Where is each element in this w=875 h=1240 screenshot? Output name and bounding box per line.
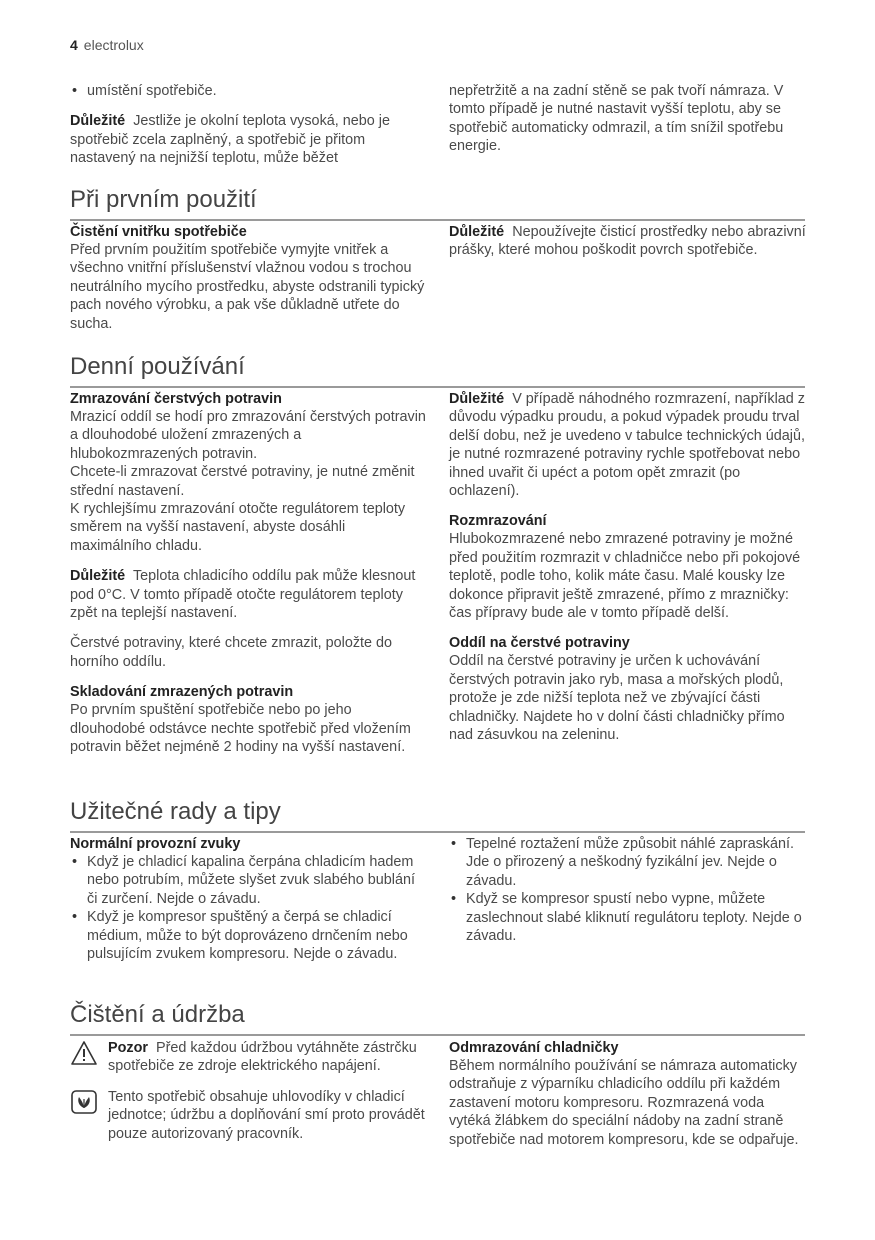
- daily-important: Důležité Teplota chladicího oddílu pak může klesnout pod 0°C. V tomto případě otočte regulátorem teploty zpět na teplejší nastavení.: [70, 568, 416, 622]
- page-header: [70, 37, 144, 53]
- cleaning-title: Čistění vnitřku spotřebiče: [70, 224, 247, 240]
- care-left: [70, 1039, 427, 1143]
- daily-right-important: Důležité V případě náhodného rozmrazení, například z důvodu výpadku proudu, a pokud výpadek proudu trval delší dobu, než je uvedeno v tabulce technických údajů, je nutné rozmrazené potraviny rychle spotřebovat nebo ihned uvařit či upéct a potom opět zmrazit (po ochlazení).: [449, 391, 806, 500]
- section-rule: [70, 831, 805, 833]
- caution-block: [70, 1039, 427, 1076]
- storage-text: Po prvním spuštění spotřebiče nebo po jeho dlouhodobé odstávce nechte spotřebič před vložením potravin běžet nejméně 2 hodiny na vyšší nastavení.: [70, 702, 411, 756]
- section-title-care: Čištění a údržba: [70, 1001, 245, 1028]
- tips-right: [449, 835, 806, 945]
- care-right: [449, 1039, 806, 1149]
- section-rule: [70, 386, 805, 388]
- section-rule: [70, 219, 805, 221]
- page-number: 4: [70, 37, 78, 53]
- first-use-important: Důležité Nepoužívejte čisticí prostředky nebo abrazivní prášky, které mohou poškodit povrch spotřebiče.: [449, 224, 806, 259]
- environment-block: [70, 1088, 427, 1143]
- environment-text: Tento spotřebič obsahuje uhlovodíky v chladicí jednotce; údržbu a doplňování smí proto provádět pouze autorizovaný pracovník.: [108, 1088, 425, 1142]
- sounds-title: Normální provozní zvuky: [70, 836, 241, 852]
- section-title-first-use: Při prvním použití: [70, 186, 257, 213]
- thaw-text: Hlubokozmrazené nebo zmrazené potraviny je možné před použitím rozmrazit v chladničce nebo při pokojové teplotě, podle toho, kolik máte času. Malé kousky lze dokonce připravit ještě zmrazené, přímo z mrazničky: čas přípravy bude ale v tomto případě delší.: [449, 531, 801, 622]
- storage-title: Skladování zmrazených potravin: [70, 684, 294, 701]
- caution-text: Pozor Před každou údržbou vytáhněte zástrčku spotřebiče ze zdroje elektrického napájení.: [108, 1040, 417, 1075]
- list-item: • Když je chladicí kapalina čerpána chladicím hadem nebo potrubím, můžete slyšet zvuk slabého bublání či zurčení. Nejde o závadu.: [70, 853, 427, 908]
- section-rule: [70, 1034, 805, 1036]
- first-use-right: [449, 223, 806, 260]
- section-title-tips: Užitečné rady a tipy: [70, 798, 281, 825]
- intro-right-text: nepřetržitě a na zadní stěně se pak tvoří námraza. V tomto případě je nutné nastavit vyšší teplotu, aby se spotřebič automaticky odmrazil, a tím snížil spotřebu energie.: [449, 83, 784, 155]
- freezing-title: Zmrazování čerstvých potravin: [70, 391, 282, 407]
- freezing-p1: Mrazicí oddíl se hodí pro zmrazování čerstvých potravin a dlouhodobé uložení zmrazených a hlubokozmrazených potravin.: [70, 409, 426, 462]
- freezing-p2: Chcete-li zmrazovat čerstvé potraviny, je nutné změnit střední nastavení.: [70, 464, 415, 499]
- intro-right: [449, 82, 806, 156]
- fresh-note: Čerstvé potraviny, které chcete zmrazit, položte do horního oddílu.: [70, 635, 393, 670]
- daily-use-left: [70, 390, 427, 757]
- list-item: • Když se kompresor spustí nebo vypne, můžete zaslechnout slabé kliknutí regulátoru teploty. Nejde o závadu.: [449, 890, 806, 945]
- environment-icon: [70, 1089, 98, 1115]
- list-item: • Tepelné roztažení může způsobit náhlé zapraskání. Jde o přirozený a neškodný fyzikální jev. Nejde o závadu.: [449, 835, 806, 890]
- freezing-p3: K rychlejšímu zmrazování otočte regulátorem teploty směrem na vyšší nastavení, abyste dosáhli maximálního chladu.: [70, 501, 406, 554]
- fresh-comp-title: Oddíl na čerstvé potraviny: [449, 635, 630, 652]
- intro-bullet: • umístění spotřebiče.: [70, 82, 427, 100]
- warning-triangle-icon: [70, 1040, 98, 1066]
- cleaning-text: Před prvním použitím spotřebiče vymyjte vnitřek a všechno vnitřní příslušenství vlažnou vodou s trochou neutrálního mycího prostředku, abyste odstranili typický pach nového výrobku, a pak vše důkladně utřete do sucha.: [70, 242, 425, 332]
- fresh-comp-text: Oddíl na čerstvé potraviny je určen k uchovávání čerstvých potravin jako ryb, masa a mořských plodů, protože je zde nižší teplota než ve zbývající části chladničky. Najdete ho v dolní části chladničky přímo nad zásuvkou na zeleninu.: [449, 653, 785, 744]
- list-item: • Když je kompresor spuštěný a čerpá se chladicí médium, může to být doprovázeno drnčením nebo pulsujícím zvukem kompresoru. Nejde o závadu.: [70, 908, 427, 963]
- first-use-left: [70, 223, 427, 333]
- section-title-daily-use: Denní používání: [70, 353, 245, 380]
- tips-left: [70, 835, 427, 963]
- intro-left: [70, 82, 427, 168]
- thaw-title: Rozmrazování: [449, 513, 547, 530]
- defrost-text: Během normálního používání se námraza automaticky odstraňuje z výparníku chladicího oddílu při každém zastavení motoru kompresoru. Rozmrazená voda vytéká žlábkem do speciální nádoby na zadní straně spotřebiče nad motorem kompresoru, kde se odpařuje.: [449, 1058, 799, 1148]
- daily-use-right: [449, 390, 806, 745]
- intro-important: Důležité Jestliže je okolní teplota vysoká, nebo je spotřebič zcela zaplněný, a spotřebič je přitom nastavený na nejnižší teplotu, může běžet: [70, 113, 390, 167]
- brand-name: electrolux: [83, 37, 144, 53]
- defrost-title: Odmrazování chladničky: [449, 1040, 619, 1056]
